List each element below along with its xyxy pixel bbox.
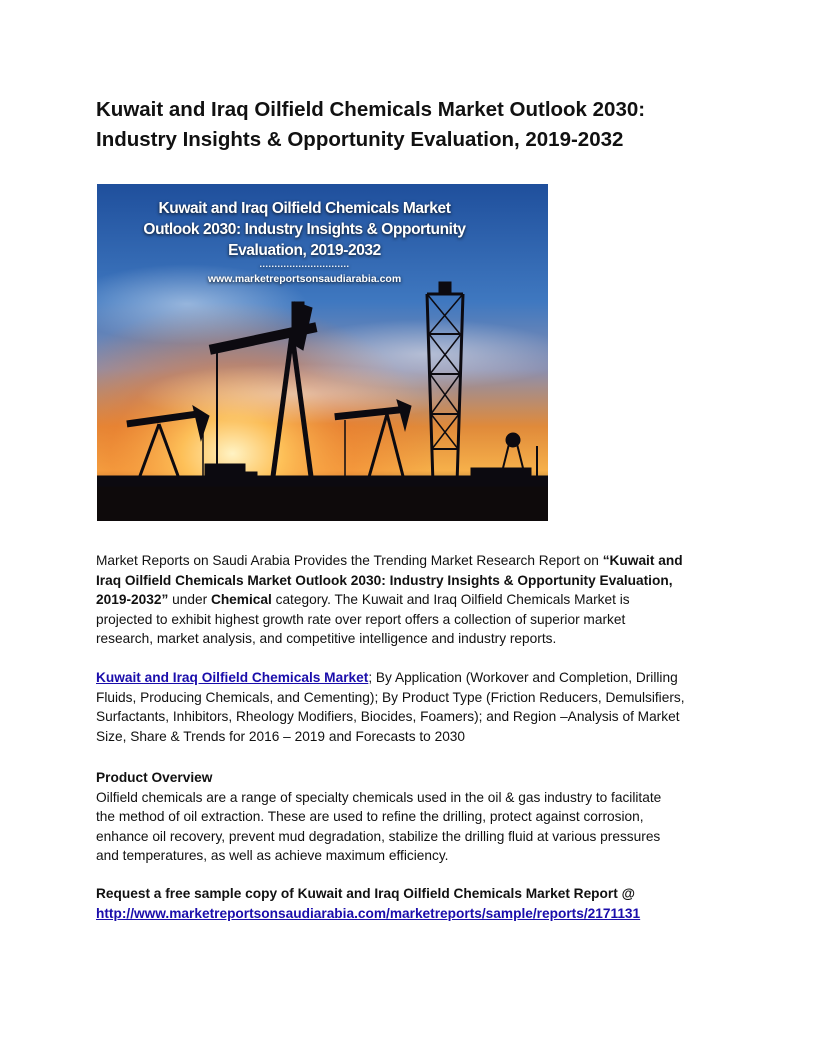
segments-paragraph [96, 668, 736, 746]
report-title-quote: “Kuwait and [602, 553, 683, 568]
hero-image [97, 184, 548, 521]
hero-caption [97, 198, 512, 287]
sample-request-label: Request a free sample copy of Kuwait and Iraq Oilfield Chemicals Market Report @ [96, 886, 635, 901]
overview-text: the method of oil extraction. These are used to refine the drilling, protect against corrosion, [96, 809, 644, 824]
hero-website: www.marketreportsonsaudiarabia.com [207, 273, 402, 285]
hero-title-line-1: Kuwait and Iraq Oilfield Chemicals Market [158, 200, 451, 217]
hero-title-line-2: Outlook 2030: Industry Insights & Opportunity [143, 221, 466, 238]
segments-text: Size, Share & Trends for 2016 – 2019 and Forecasts to 2030 [96, 728, 466, 744]
document-title [96, 95, 736, 155]
overview-text: and temperatures, as well as achieve maximum efficiency. [96, 848, 449, 863]
segments-text: Fluids, Producing Chemicals, and Cementing); By Product Type (Friction Reducers, Demulsifiers, [96, 689, 685, 705]
segments-text: Surfactants, Inhibitors, Rheology Modifiers, Biocides, Foamers); and Region –Analysis of Market [96, 709, 680, 724]
intro-text: category. The Kuwait and Iraq Oilfield Chemicals Market is [271, 592, 630, 607]
sample-request-link[interactable]: http://www.marketreportsonsaudiarabia.com/marketreports/sample/reports/2171131 [96, 905, 641, 921]
hero-title-line-3: Evaluation, 2019-2032 [228, 242, 381, 259]
report-title-quote: Iraq Oilfield Chemicals Market Outlook 2030: Industry Insights & Opportunity Evaluation, [96, 572, 673, 588]
report-title-quote: 2019-2032” [96, 592, 169, 607]
title-line-1: Kuwait and Iraq Oilfield Chemicals Market Outlook 2030: [96, 98, 646, 121]
intro-paragraph [96, 551, 736, 649]
overview-text: Oilfield chemicals are a range of specialty chemicals used in the oil & gas industry to facilitate [96, 789, 662, 805]
intro-text: under [168, 592, 211, 607]
category-name: Chemical [210, 592, 272, 607]
hero-divider: .............................. [259, 259, 350, 269]
title-line-2: Industry Insights & Opportunity Evaluation, 2019-2032 [96, 128, 624, 151]
overview-text: enhance oil recovery, prevent mud degradation, stabilize the drilling fluid at various pressures [96, 828, 661, 844]
product-overview-heading: Product Overview [96, 770, 213, 785]
intro-text: Market Reports on Saudi Arabia Provides the Trending Market Research Report on [96, 553, 603, 568]
intro-text: projected to exhibit highest growth rate over report offers a collection of superior market [96, 611, 626, 627]
product-overview-section [96, 768, 736, 866]
segments-text: ; By Application (Workover and Completion, Drilling [368, 670, 678, 685]
sample-request-section [96, 884, 736, 923]
intro-text: research, market analysis, and competitive intelligence and industry reports. [96, 631, 557, 646]
hero-title [97, 198, 512, 261]
market-report-link[interactable]: Kuwait and Iraq Oilfield Chemicals Market [96, 670, 369, 685]
